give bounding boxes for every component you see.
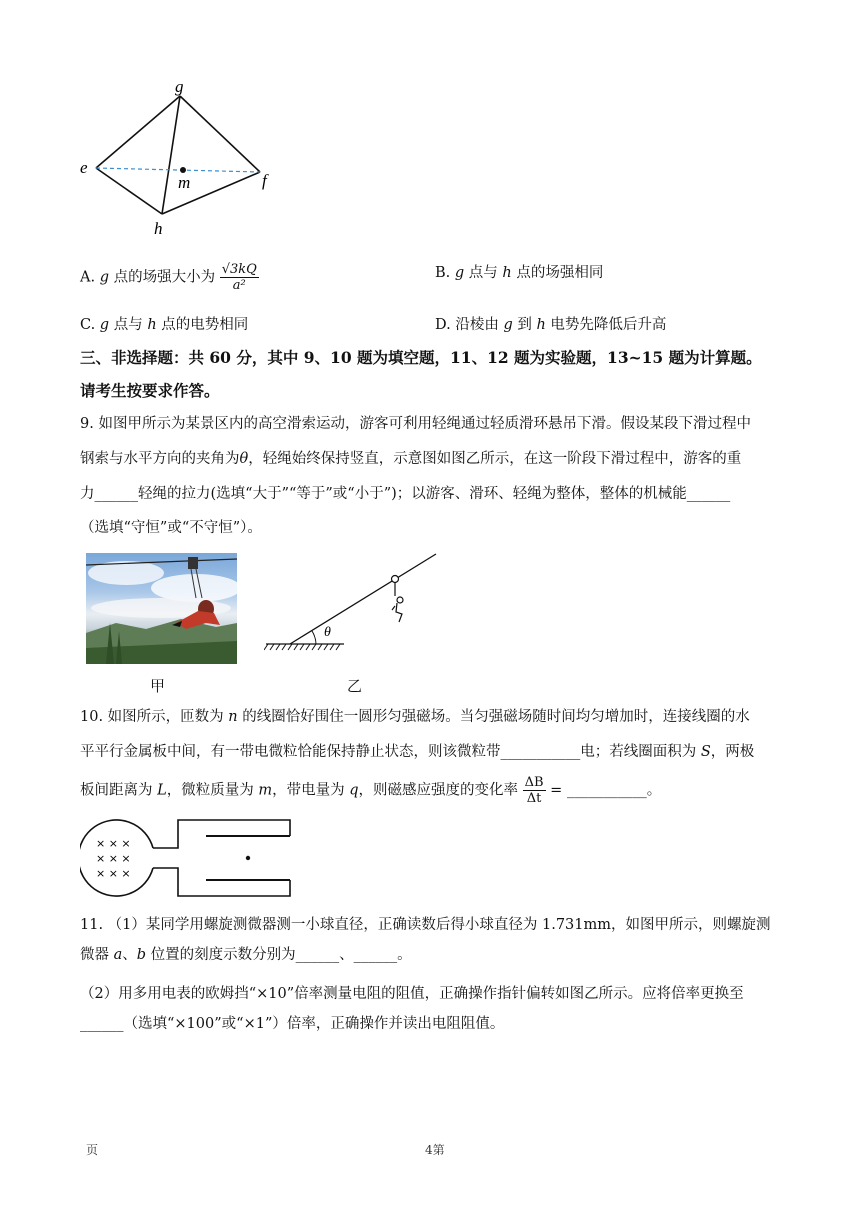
q10-line2: 平平行金属板中间，有一带电微粒恰能保持静止状态，则该微粒带___________电；若线圈面积为 S，两极 xyxy=(80,744,755,760)
edge-e-g xyxy=(96,96,180,168)
q11-line2: 微器 a、b 位置的刻度示数分别为______、______。 xyxy=(80,947,412,963)
q11-blanks[interactable]: 位置的刻度示数分别为______、______。 xyxy=(146,947,412,963)
edge-e-f-dashed xyxy=(96,168,260,172)
q11-line3: （2）用多用电表的欧姆挡“×10”倍率测量电阻的阻值，正确操作指针偏转如图乙所示。应将倍率更换至 xyxy=(80,986,744,1002)
angle-arc xyxy=(312,631,316,644)
slide-ring xyxy=(392,576,399,583)
label-g: g xyxy=(175,77,184,96)
q9-line2: 钢索与水平方向的夹角为θ，轻绳始终保持竖直，示意图如图乙所示，在这一阶段下滑过程中，游客的重 xyxy=(80,451,742,467)
option-b[interactable]: B. g 点与 h 点的场强相同 xyxy=(435,265,604,281)
section-heading-line1: 三、非选择题：共 60 分，其中 9、10 题为填空题，11、12 题为实验题，13~15 题为计算题。 xyxy=(80,348,762,367)
q10-blank-1[interactable]: ___________ xyxy=(500,744,581,760)
q9-line1: 9. 如图甲所示为某景区内的高空滑索运动，游客可利用轻绳通过轻质滑环悬吊下滑。假设某段下滑过程中 xyxy=(80,416,751,432)
edge-h-f xyxy=(162,172,260,214)
q9-blank-1[interactable]: ______ xyxy=(94,486,138,502)
q10-blank-2[interactable]: ___________ xyxy=(566,782,647,799)
edge-g-f xyxy=(180,96,260,172)
lead-top xyxy=(153,820,290,848)
q9-blank-2[interactable]: ______ xyxy=(686,486,731,502)
option-c[interactable]: C. g 点与 h 点的电势相同 xyxy=(80,317,249,333)
lead-bottom xyxy=(153,868,290,896)
edge-e-h xyxy=(96,168,162,214)
ground-hatch xyxy=(264,644,340,650)
label-e: e xyxy=(80,158,88,177)
charged-particle xyxy=(246,856,250,860)
field-marks-row-3: × × × xyxy=(96,867,131,880)
edge-g-h xyxy=(162,96,180,214)
label-m: m xyxy=(178,173,191,192)
q10-line3: 板间距离为 L，微粒质量为 m，带电量为 q，则磁感应强度的变化率 $\frac{\Delta B}{\Delta t}$ = ___________。 xyxy=(80,775,662,806)
tourist-figure xyxy=(392,597,403,622)
q10-rate-fraction: $\frac{\Delta B}{\Delta t}$ xyxy=(524,775,544,806)
cable-line xyxy=(290,554,436,644)
q10-line1: 10. 如图所示，匝数为 n 的线圈恰好围住一圆形匀强磁场。当匀强磁场随时间均匀增加时，连接线圈的水 xyxy=(80,709,750,725)
label-h: h xyxy=(154,219,163,238)
option-a[interactable]: A. g 点的场强大小为 $\frac{√3kQ}{\text{a²}}$ xyxy=(80,262,257,293)
zipline-photo-drawing xyxy=(86,553,237,664)
coil-capacitor-figure xyxy=(80,818,295,898)
angle-theta-label: θ xyxy=(324,625,331,640)
footer-page-number: 4第 xyxy=(425,1143,445,1157)
q9-line3: 力______轻绳的拉力(选填“大于”“等于”或“小于”)；以游客、滑环、轻绳为整体，整体的机械能______ xyxy=(80,486,731,502)
field-marks-row-2: × × × xyxy=(96,852,131,865)
zipline-schematic xyxy=(264,550,444,655)
footer-left: 页 xyxy=(86,1143,99,1157)
label-f: f xyxy=(262,171,267,190)
tetrahedron-figure xyxy=(76,76,286,238)
q11-line1: 11. （1）某同学用螺旋测微器测一小球直径，正确读数后得小球直径为 1.731mm，如图甲所示，则螺旋测 xyxy=(80,917,771,933)
q11-line4[interactable]: ______（选填“×100”或“×1”）倍率，正确操作并读出电阻阻值。 xyxy=(80,1016,505,1032)
option-a-fraction: $\frac{√3kQ}{\text{a²}}$ xyxy=(221,262,257,293)
zipline-photo xyxy=(86,553,237,664)
section-heading-line2: 请考生按要求作答。 xyxy=(80,381,220,400)
option-d[interactable]: D. 沿棱由 g 到 h 电势先降低后升高 xyxy=(435,317,667,333)
q9-fig-label-yi: 乙 xyxy=(347,677,363,695)
field-marks-row-1: × × × xyxy=(96,837,131,850)
q9-line4: （选填“守恒”或“不守恒”）。 xyxy=(80,520,262,536)
q9-fig-label-jia: 甲 xyxy=(150,677,166,695)
